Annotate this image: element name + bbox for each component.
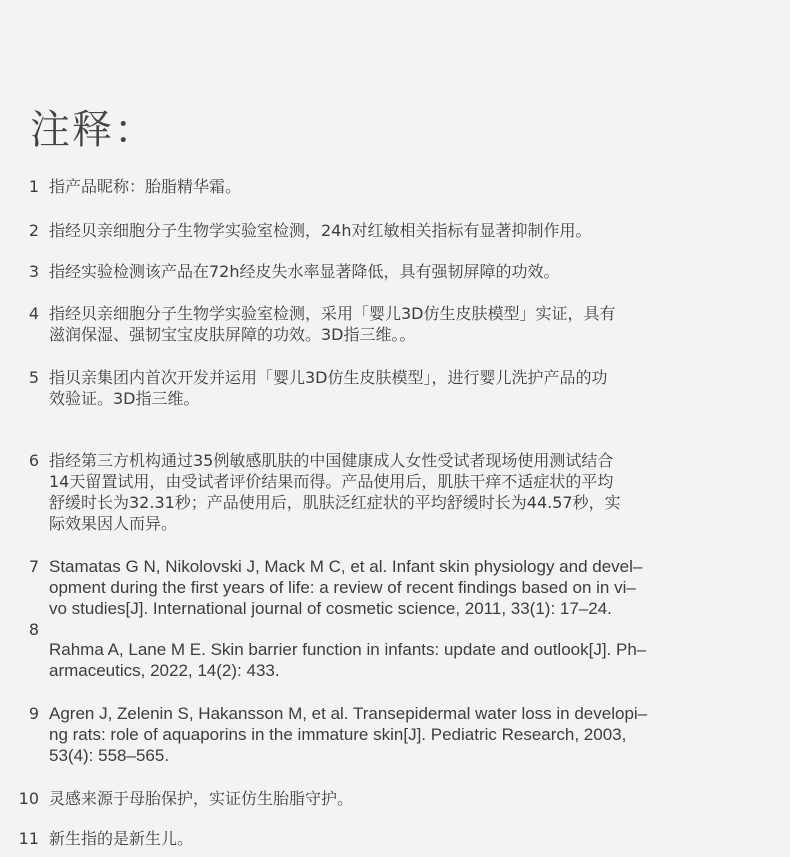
note-number: 4: [28, 304, 39, 323]
note-text-line: 舒缓时长为32.31秒；产品使用后，肌肤泛红症状的平均舒缓时长为44.57秒，实: [49, 493, 621, 512]
note-number: 8: [28, 620, 39, 639]
note-number: 1: [28, 177, 39, 196]
note-text-line: 际效果因人而异。: [49, 514, 178, 533]
page-title: 注释：: [30, 107, 156, 153]
note-text-line: Agren J, Zelenin S, Hakansson M, et al. Transepidermal water loss in developi–: [49, 704, 648, 723]
note-number: 7: [28, 557, 39, 576]
note-number: 6: [28, 451, 39, 470]
note-text-line: armaceutics, 2022, 14(2): 433.: [49, 661, 280, 680]
note-text-line: 指经贝亲细胞分子生物学实验室检测，24h对红敏相关指标有显著抑制作用。: [49, 221, 592, 240]
note-text-line: 指贝亲集团内首次开发并运用「婴儿3D仿生皮肤模型」，进行婴儿洗护产品的功: [49, 368, 608, 387]
note-number: 5: [28, 368, 39, 387]
note-text-line: 指经实验检测该产品在72h经皮失水率显著降低，具有强韧屏障的功效。: [49, 262, 560, 281]
note-text-line: 指经第三方机构通过35例敏感肌肤的中国健康成人女性受试者现场使用测试结合: [49, 451, 614, 470]
note-text-line: ng rats: role of aquaporins in the immature skin[J]. Pediatric Research, 2003,: [49, 725, 627, 744]
note-text-line: 灵感来源于母胎保护，实证仿生胎脂守护。: [49, 789, 354, 808]
note-number: 3: [28, 262, 39, 281]
note-number: 2: [28, 221, 39, 240]
note-text-line: 指产品昵称：胎脂精华霜。: [49, 177, 242, 196]
note-text-line: 指经贝亲细胞分子生物学实验室检测，采用「婴儿3D仿生皮肤模型」实证，具有: [49, 304, 616, 323]
note-text-line: vo studies[J]. International journal of cosmetic science, 2011, 33(1): 17–24.: [49, 599, 612, 618]
note-text-line: opment during the first years of life: a review of recent findings based on in vi–: [49, 578, 636, 597]
note-text-line: Stamatas G N, Nikolovski J, Mack M C, et al. Infant skin physiology and devel–: [49, 557, 643, 576]
note-text-line: 14天留置试用，由受试者评价结果而得。产品使用后，肌肤干痒不适症状的平均: [49, 472, 614, 491]
note-text-line: Rahma A, Lane M E. Skin barrier function in infants: update and outlook[J]. Ph–: [49, 640, 647, 659]
note-number: 10: [18, 789, 39, 808]
note-text-line: 53(4): 558–565.: [49, 746, 170, 765]
note-number: 11: [18, 829, 39, 848]
note-text-line: 效验证。3D指三维。: [49, 389, 200, 408]
note-text-line: 滋润保湿、强韧宝宝皮肤屏障的功效。3D指三维。。: [49, 325, 416, 344]
note-number: 9: [28, 704, 39, 723]
note-text-line: 新生指的是新生儿。: [49, 829, 194, 848]
